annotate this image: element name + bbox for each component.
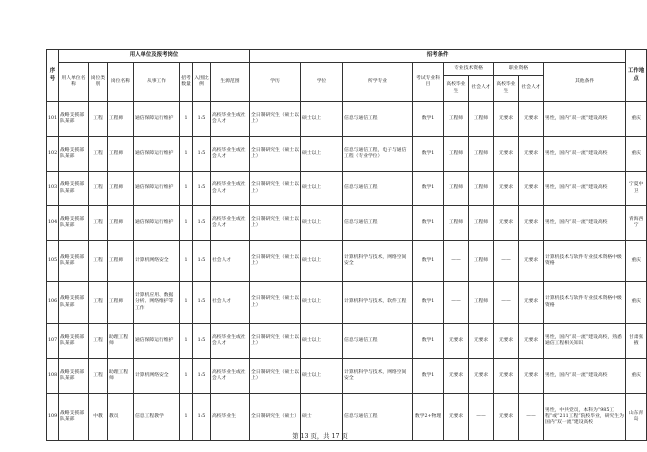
- row-ratio: 1:5: [193, 172, 211, 206]
- row-tech-social: 工程师: [469, 172, 494, 206]
- row-degree: 硕士以上: [301, 324, 343, 359]
- row-work: 通信保障运行维护: [134, 137, 180, 172]
- row-major: 信息与通信工程，电子与通信工程（专业学位）: [343, 137, 413, 172]
- row-career-grad: 无要求: [494, 102, 519, 137]
- row-exam-subject: 数学1: [413, 102, 444, 137]
- row-degree: 硕士以上: [301, 359, 343, 394]
- row-location: 重庆: [626, 359, 647, 394]
- row-career-social: 无要求: [519, 206, 544, 241]
- table-row: [47, 102, 647, 137]
- row-work: 通信保障运行维护: [134, 172, 180, 206]
- row-post-category: 工程: [89, 172, 108, 206]
- row-post-category: 工程: [89, 324, 108, 359]
- row-count: 1: [180, 282, 193, 324]
- header-unit-name: 用人单位名称: [59, 63, 89, 102]
- header-source: 生源范围: [211, 63, 250, 102]
- header-ratio: 入围比例: [193, 63, 211, 102]
- row-count: 1: [180, 102, 193, 137]
- row-source: 社会人才: [211, 241, 250, 282]
- row-source: 社会人才: [211, 282, 250, 324]
- row-post-name: 助理工程师: [108, 324, 134, 359]
- row-exam-subject: 数学1: [413, 206, 444, 241]
- row-source: 高校毕业生或社会人才: [211, 359, 250, 394]
- row-degree: 硕士以上: [301, 206, 343, 241]
- row-unit-name: 战略支援部队某部: [59, 172, 89, 206]
- row-career-grad: 无要求: [494, 324, 519, 359]
- row-exam-subject: 数学1: [413, 172, 444, 206]
- row-ratio: 1:5: [193, 102, 211, 137]
- header-count: 招考数量: [180, 63, 193, 102]
- row-tech-social: 无要求: [469, 359, 494, 394]
- row-unit-name: 战略支援部队某部: [59, 359, 89, 394]
- row-education: 全日制研究生（硕士以上）: [250, 359, 301, 394]
- row-exam-subject: 数学1: [413, 137, 444, 172]
- row-career-grad: ——: [494, 241, 519, 282]
- row-seq: 103: [47, 172, 59, 206]
- row-source: 高校毕业生: [211, 394, 250, 441]
- row-unit-name: 战略支援部队某部: [59, 206, 89, 241]
- row-post-name: 工程师: [108, 241, 134, 282]
- row-tech-grad: ——: [444, 282, 469, 324]
- table-row: [47, 137, 647, 172]
- row-career-grad: 无要求: [494, 137, 519, 172]
- header-career-grad: 高校毕业生: [494, 76, 519, 102]
- row-education: 全日制研究生（硕士）: [250, 394, 301, 441]
- row-post-name: 工程师: [108, 206, 134, 241]
- header-career-qualification: 职业资格: [494, 63, 544, 76]
- row-education: 全日制研究生（硕士以上）: [250, 102, 301, 137]
- row-count: 1: [180, 394, 193, 441]
- row-tech-grad: 工程师: [444, 102, 469, 137]
- row-major: 计算机科学与技术，软件工程: [343, 282, 413, 324]
- header-education: 学历: [250, 63, 301, 102]
- row-other: 男性，国内“双一流”建设高校，熟悉通信工程相关知识: [544, 324, 626, 359]
- row-count: 1: [180, 172, 193, 206]
- row-count: 1: [180, 241, 193, 282]
- row-unit-name: 战略支援部队某部: [59, 394, 89, 441]
- row-unit-name: 战略支援部队某部: [59, 282, 89, 324]
- row-post-category: 工程: [89, 359, 108, 394]
- row-tech-social: 工程师: [469, 137, 494, 172]
- row-work: 计算机网络安全: [134, 241, 180, 282]
- row-degree: 硕士以上: [301, 241, 343, 282]
- row-post-category: 工程: [89, 102, 108, 137]
- row-major: 信息与通信工程: [343, 394, 413, 441]
- header-degree: 学位: [301, 63, 343, 102]
- row-seq: 101: [47, 102, 59, 137]
- row-post-name: 教员: [108, 394, 134, 441]
- row-unit-name: 战略支援部队某部: [59, 324, 89, 359]
- row-career-social: 无要求: [519, 282, 544, 324]
- row-post-name: 工程师: [108, 282, 134, 324]
- row-career-social: 无要求: [519, 172, 544, 206]
- row-exam-subject: 数学1: [413, 359, 444, 394]
- row-tech-social: 工程师: [469, 102, 494, 137]
- header-work: 从事工作: [134, 63, 180, 102]
- row-location: 重庆: [626, 137, 647, 172]
- row-career-grad: 无要求: [494, 394, 519, 441]
- row-location: 重庆: [626, 282, 647, 324]
- header-seq: 序号: [47, 50, 59, 102]
- row-tech-grad: 无要求: [444, 359, 469, 394]
- row-tech-grad: 工程师: [444, 172, 469, 206]
- row-post-name: 工程师: [108, 102, 134, 137]
- header-major: 所学专业: [343, 63, 413, 102]
- header-tech-qualification: 专业技术资格: [444, 63, 494, 76]
- row-career-social: 无要求: [519, 324, 544, 359]
- row-post-category: 工程: [89, 137, 108, 172]
- table-row: [47, 241, 647, 282]
- row-work: 通信保障运行维护: [134, 102, 180, 137]
- row-seq: 108: [47, 359, 59, 394]
- row-career-social: 无要求: [519, 137, 544, 172]
- row-post-category: 中教: [89, 394, 108, 441]
- row-other: 男性，国内“双一流”建设高校: [544, 359, 626, 394]
- header-post-name: 岗位名称: [108, 63, 134, 102]
- row-career-grad: 无要求: [494, 206, 519, 241]
- row-other: 男性，国内“双一流”建设高校: [544, 206, 626, 241]
- table-row: [47, 282, 647, 324]
- row-ratio: 1:5: [193, 206, 211, 241]
- row-unit-name: 战略支援部队某部: [59, 137, 89, 172]
- row-post-category: 工程: [89, 282, 108, 324]
- row-tech-grad: ——: [444, 241, 469, 282]
- row-career-social: 无要求: [519, 241, 544, 282]
- row-exam-subject: 数学2+物理: [413, 394, 444, 441]
- row-other: 男性，国内“双一流”建设高校: [544, 102, 626, 137]
- row-ratio: 1:5: [193, 241, 211, 282]
- row-education: 全日制研究生（硕士以上）: [250, 206, 301, 241]
- table-row: [47, 206, 647, 241]
- row-post-category: 工程: [89, 241, 108, 282]
- row-exam-subject: 数学1: [413, 324, 444, 359]
- row-seq: 106: [47, 282, 59, 324]
- row-degree: 硕士以上: [301, 282, 343, 324]
- row-post-name: 工程师: [108, 137, 134, 172]
- row-career-social: ——: [519, 394, 544, 441]
- row-education: 全日制研究生（硕士以上）: [250, 324, 301, 359]
- row-tech-grad: 工程师: [444, 206, 469, 241]
- row-degree: 硕士以上: [301, 102, 343, 137]
- table-row: [47, 359, 647, 394]
- row-post-category: 工程: [89, 206, 108, 241]
- row-education: 全日制研究生（硕士以上）: [250, 137, 301, 172]
- row-post-name: 助理工程师: [108, 359, 134, 394]
- row-source: 高校毕业生或社会人才: [211, 324, 250, 359]
- row-other: 计算机技术与软件专业技术资格中级资格: [544, 282, 626, 324]
- row-career-grad: 无要求: [494, 172, 519, 206]
- row-other: 男性，国内“双一流”建设高校: [544, 137, 626, 172]
- header-exam-subject: 考试专业科目: [413, 63, 444, 102]
- row-post-name: 工程师: [108, 172, 134, 206]
- row-major: 计算机科学与技术，网络空间安全: [343, 359, 413, 394]
- table-row: [47, 172, 647, 206]
- row-tech-grad: 无要求: [444, 394, 469, 441]
- row-work: 计算机应用、数据分析、网络维护等工作: [134, 282, 180, 324]
- row-location: 宁夏中卫: [626, 172, 647, 206]
- row-career-grad: ——: [494, 282, 519, 324]
- header-tech-grad: 高校毕业生: [444, 76, 469, 102]
- row-major: 信息与通信工程: [343, 102, 413, 137]
- row-tech-social: 工程师: [469, 206, 494, 241]
- row-seq: 104: [47, 206, 59, 241]
- row-source: 高校毕业生或社会人才: [211, 137, 250, 172]
- header-career-social: 社会人才: [519, 76, 544, 102]
- row-other: 男性，国内“双一流”建设高校: [544, 172, 626, 206]
- row-source: 高校毕业生或社会人才: [211, 102, 250, 137]
- row-tech-social: 无要求: [469, 324, 494, 359]
- row-location: 重庆: [626, 241, 647, 282]
- row-work: 通信保障运行维护: [134, 206, 180, 241]
- row-location: 重庆: [626, 102, 647, 137]
- row-education: 全日制研究生（硕士以上）: [250, 282, 301, 324]
- row-source: 高校毕业生或社会人才: [211, 172, 250, 206]
- row-career-social: 无要求: [519, 359, 544, 394]
- recruitment-table: [46, 49, 647, 441]
- header-post-category: 岗位类别: [89, 63, 108, 102]
- row-other: 男性，中共党员，本科为“985工程”或“211工程”院校毕业，研究生为国内“双一流”建设高校: [544, 394, 626, 441]
- row-count: 1: [180, 206, 193, 241]
- row-seq: 102: [47, 137, 59, 172]
- row-location: 青海西宁: [626, 206, 647, 241]
- row-ratio: 1:5: [193, 137, 211, 172]
- row-tech-grad: 无要求: [444, 324, 469, 359]
- header-location: 工作地点: [626, 50, 647, 102]
- row-degree: 硕士以上: [301, 137, 343, 172]
- row-tech-social: ——: [469, 394, 494, 441]
- row-ratio: 1:5: [193, 324, 211, 359]
- row-tech-social: 工程师: [469, 241, 494, 282]
- row-degree: 硕士以上: [301, 172, 343, 206]
- header-tech-social: 社会人才: [469, 76, 494, 102]
- row-education: 全日制研究生（硕士以上）: [250, 241, 301, 282]
- row-ratio: 1:5: [193, 282, 211, 324]
- row-major: 信息与通信工程: [343, 324, 413, 359]
- header-unit-group: 用人单位及报考岗位: [59, 50, 250, 63]
- page-footer: 第 13 页，共 17 页: [292, 433, 348, 440]
- row-count: 1: [180, 137, 193, 172]
- header-other: 其他条件: [544, 63, 626, 102]
- row-career-social: 无要求: [519, 102, 544, 137]
- row-seq: 109: [47, 394, 59, 441]
- row-career-grad: 无要求: [494, 359, 519, 394]
- row-major: 信息与通信工程: [343, 172, 413, 206]
- row-location: 甘肃张掖: [626, 324, 647, 359]
- row-degree: 硕士: [301, 394, 343, 441]
- row-tech-grad: 工程师: [444, 137, 469, 172]
- row-source: 高校毕业生或社会人才: [211, 206, 250, 241]
- row-tech-social: 工程师: [469, 282, 494, 324]
- row-seq: 105: [47, 241, 59, 282]
- row-other: 计算机技术与软件专业技术资格中级资格: [544, 241, 626, 282]
- row-work: 通信保障运行维护: [134, 324, 180, 359]
- row-work: 信息工程教学: [134, 394, 180, 441]
- row-ratio: 1:5: [193, 394, 211, 441]
- table-body: [47, 102, 647, 441]
- row-unit-name: 战略支援部队某部: [59, 102, 89, 137]
- table-row: [47, 324, 647, 359]
- row-education: 全日制研究生（硕士以上）: [250, 172, 301, 206]
- row-major: 计算机科学与技术，网络空间安全: [343, 241, 413, 282]
- row-ratio: 1:5: [193, 359, 211, 394]
- row-exam-subject: 数学1: [413, 241, 444, 282]
- row-exam-subject: 数学1: [413, 282, 444, 324]
- row-major: 信息与通信工程: [343, 206, 413, 241]
- header-cond-group: 招考条件: [250, 50, 626, 63]
- row-location: 山东青岛: [626, 394, 647, 441]
- row-unit-name: 战略支援部队某部: [59, 241, 89, 282]
- row-count: 1: [180, 324, 193, 359]
- row-count: 1: [180, 359, 193, 394]
- row-seq: 107: [47, 324, 59, 359]
- row-work: 计算机网络安全: [134, 359, 180, 394]
